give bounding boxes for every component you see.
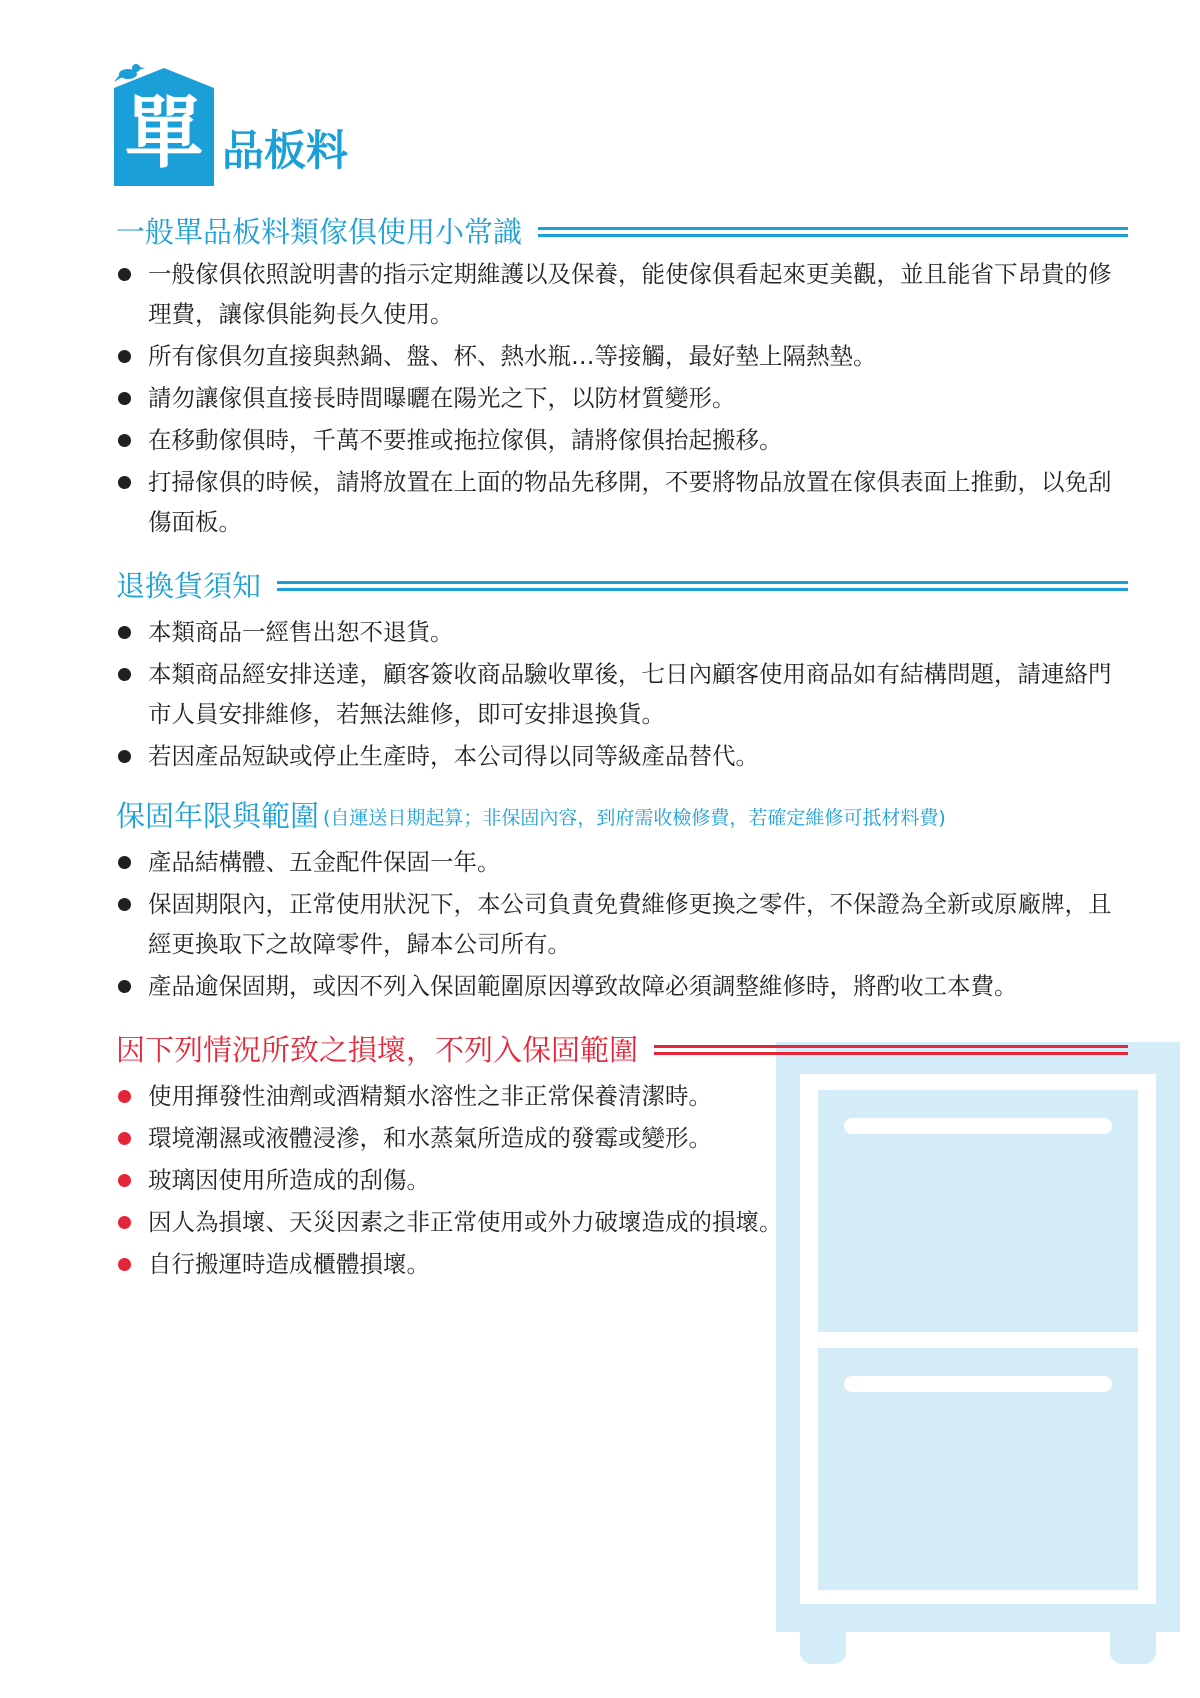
list-item: 若因產品短缺或停止生產時，本公司得以同等級產品替代。 (118, 736, 1130, 776)
heading-text: 因下列情況所致之損壞，不列入保固範圍 (116, 1033, 639, 1067)
section-heading-care (116, 212, 1128, 252)
care-list (118, 254, 1130, 544)
list-item: 所有傢俱勿直接與熱鍋、盤、杯、熱水瓶…等接觸，最好墊上隔熱墊。 (118, 336, 1130, 376)
bullet-icon (118, 476, 131, 489)
list-item: 一般傢俱依照說明書的指示定期維護以及保養，能使傢俱看起來更美觀，並且能省下昂貴的修理費，讓傢俱能夠長久使用。 (118, 254, 1130, 334)
bullet-icon (118, 1174, 131, 1187)
bullet-icon (118, 898, 131, 911)
bullet-icon (118, 668, 131, 681)
list-item: 產品逾保固期，或因不列入保固範圍原因導致故障必須調整維修時，將酌收工本費。 (118, 966, 1130, 1006)
heading-rule (654, 1045, 1128, 1055)
section-heading-exclusions (116, 1030, 1128, 1070)
list-item: 玻璃因使用所造成的刮傷。 (118, 1160, 1130, 1200)
heading-rule (277, 581, 1128, 591)
bullet-icon (118, 1258, 131, 1271)
list-item: 自行搬運時造成櫃體損壞。 (118, 1244, 1130, 1284)
list-item: 保固期限內，正常使用狀況下，本公司負責免費維修更換之零件，不保證為全新或原廠牌，且經更換取下之故障零件，歸本公司所有。 (118, 884, 1130, 964)
bullet-icon (118, 268, 131, 281)
list-item: 產品結構體、五金配件保固一年。 (118, 842, 1130, 882)
bullet-icon (118, 1090, 131, 1103)
bullet-icon (118, 856, 131, 869)
exclusions-list (118, 1076, 1130, 1286)
list-item: 打掃傢俱的時候，請將放置在上面的物品先移開，不要將物品放置在傢俱表面上推動，以免刮傷面板。 (118, 462, 1130, 542)
warranty-list (118, 842, 1130, 1008)
bullet-icon (118, 626, 131, 639)
list-item: 在移動傢俱時，千萬不要推或拖拉傢俱，請將傢俱抬起搬移。 (118, 420, 1130, 460)
list-item: 使用揮發性油劑或酒精類水溶性之非正常保養清潔時。 (118, 1076, 1130, 1116)
bullet-icon (118, 980, 131, 993)
heading-text: 保固年限與範圍 (116, 799, 320, 833)
list-item: 本類商品經安排送達，顧客簽收商品驗收單後，七日內顧客使用商品如有結構問題，請連絡門市人員安排維修，若無法維修，即可安排退換貨。 (118, 654, 1130, 734)
list-item: 請勿讓傢俱直接長時間曝曬在陽光之下，以防材質變形。 (118, 378, 1130, 418)
heading-text: 退換貨須知 (116, 569, 262, 603)
page-header (114, 62, 374, 186)
heading-rule (538, 227, 1128, 237)
returns-list (118, 612, 1130, 778)
section-heading-returns (116, 566, 1128, 606)
list-item: 環境潮濕或液體浸滲，和水蒸氣所造成的發霉或變形。 (118, 1118, 1130, 1158)
bullet-icon (118, 350, 131, 363)
list-item: 本類商品一經售出恕不退貨。 (118, 612, 1130, 652)
bullet-icon (118, 750, 131, 763)
page-title: 品板料 (222, 126, 349, 175)
bullet-icon (118, 392, 131, 405)
section-heading-warranty (116, 796, 1128, 836)
heading-text: 一般單品板料類傢俱使用小常識 (116, 215, 523, 249)
logo-character: 單 (124, 89, 203, 179)
heading-subtext: (自運送日期起算；非保固內容，到府需收檢修費，若確定維修可抵材料費) (323, 806, 946, 829)
bullet-icon (118, 1132, 131, 1145)
bullet-icon (118, 434, 131, 447)
list-item: 因人為損壞、天災因素之非正常使用或外力破壞造成的損壞。 (118, 1202, 1130, 1242)
bullet-icon (118, 1216, 131, 1229)
